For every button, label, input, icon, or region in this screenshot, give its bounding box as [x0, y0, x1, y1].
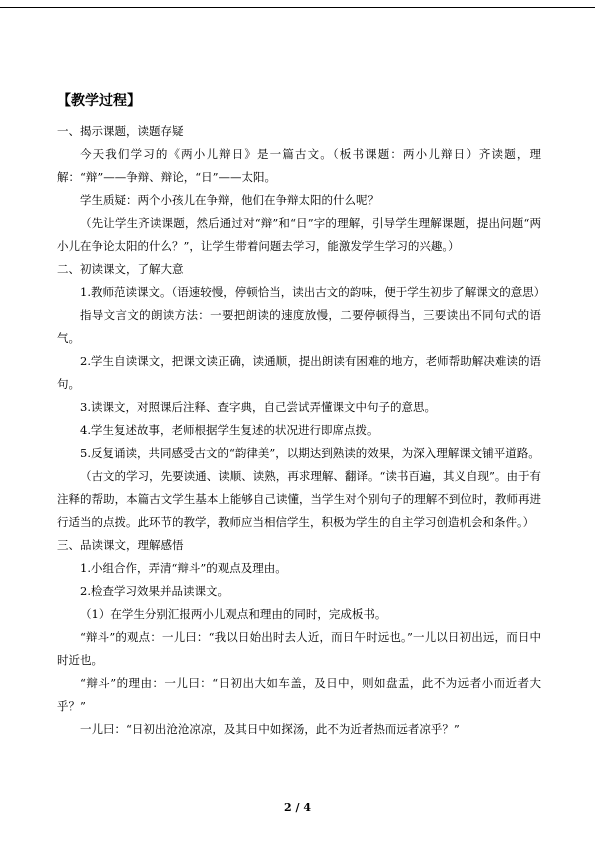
section-title: 【教学过程】: [57, 93, 141, 109]
page-number: 2 / 4: [284, 801, 311, 814]
paragraph-10: （古文的学习，先要读通、读顺、读熟，再求理解、翻译。“读书百遍，其义自现”。由于有注释的帮助，本篇古文学生基本上能够自己读懂，当学生对个别句子的理解不到位时，教师再进行适当的点拨。此环节的教学，教师应当相信学生，积极为学生的自主学习创造机会和条件。）: [57, 469, 541, 529]
paragraph-7: 3.读课文，对照课后注释、查字典，自己尝试弄懂课文中句子的意思。: [80, 400, 436, 414]
heading-2: 二、初读课文，了解大意: [57, 262, 184, 276]
paragraph-1: 今天我们学习的《两小儿辩日》是一篇古文。（板书课题：两小儿辩日）齐读题，理解：“辩”——争辩、辩论，“日”——太阳。: [57, 147, 541, 184]
paragraph-9: 5.反复诵读，共同感受古文的“韵律美”，以期达到熟读的效果，为深入理解课文铺平道路。: [80, 446, 540, 460]
paragraph-8: 4.学生复述故事，老师根据学生复述的状况进行即席点拨。: [80, 423, 379, 437]
paragraph-11: 1.小组合作，弄清“辩斗”的观点及理由。: [80, 561, 287, 575]
paragraph-14: “辩斗”的观点：一儿曰：“我以日始出时去人近，而日午时远也。”一儿以日初出远，而日中时近也。: [57, 630, 541, 667]
heading-3: 三、品读课文，理解感悟: [57, 538, 184, 552]
paragraph-13: （1）在学生分别汇报两小儿观点和理由的同时，完成板书。: [80, 607, 387, 621]
paragraph-3: （先让学生齐读课题，然后通过对“辩”和“日”字的理解，引导学生理解课题，提出问题“两小儿在争论太阳的什么？”，让学生带着问题去学习，能激发学生学习的兴趣。）: [57, 216, 541, 253]
paragraph-4: 1.教师范读课文。（语速较慢，停顿恰当，读出古文的韵味，便于学生初步了解课文的意思）: [80, 285, 546, 299]
paragraph-15: “辩斗”的理由：一儿曰：“日初出大如车盖，及日中，则如盘盂，此不为远者小而近者大乎？”: [57, 676, 541, 713]
heading-1: 一、揭示课题，读题存疑: [57, 124, 184, 138]
document-body: [57, 93, 546, 741]
paragraph-16: 一儿曰：“日初出沧沧凉凉，及其日中如探汤，此不为近者热而远者凉乎？”: [80, 722, 460, 736]
paragraph-5: 指导文言文的朗读方法：一要把朗读的速度放慢，二要停顿得当，三要读出不同句式的语气。: [57, 308, 541, 345]
paragraph-12: 2.检查学习效果并品读课文。: [80, 584, 229, 598]
paragraph-6: 2.学生自读课文，把课文读正确，读通顺，提出朗读有困难的地方，老师帮助解决难读的语句。: [57, 354, 541, 391]
header-rule: [0, 7, 595, 8]
paragraph-2: 学生质疑：两个小孩儿在争辩，他们在争辩太阳的什么呢？: [80, 193, 379, 207]
